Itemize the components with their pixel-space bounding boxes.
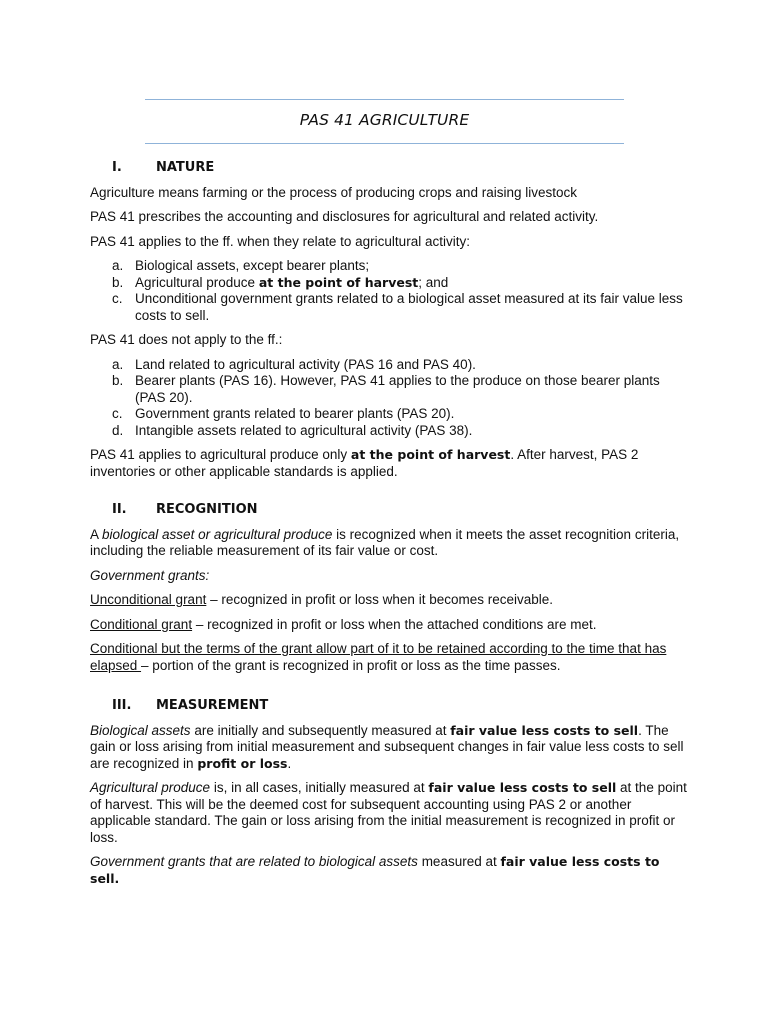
paragraph	[90, 641, 690, 674]
list-item-text: Biological assets, except bearer plants;	[135, 258, 370, 273]
italic-term: Government grants that are related to biological assets	[90, 854, 418, 869]
list-marker: b.	[112, 274, 124, 290]
list-item	[90, 357, 690, 374]
list-marker: a.	[112, 258, 124, 273]
list-item	[90, 406, 690, 423]
paragraph: Agriculture means farming or the process of producing crops and raising livestock	[90, 184, 577, 200]
section-heading-nature	[90, 160, 690, 177]
paragraph	[90, 447, 690, 480]
underlined-term: Conditional grant	[90, 616, 193, 632]
section-title: RECOGNITION	[156, 502, 258, 517]
paragraph-text: at the point of harvest. This will be the deemed cost for subsequent accounting using PAS 2 or another applicable standard. The gain or loss arising from the initial measurement is recognized in profit or loss.	[90, 780, 687, 845]
italic-term: Biological assets	[90, 722, 191, 738]
list-marker: b.	[112, 373, 124, 388]
italic-term: Agricultural produce	[90, 780, 211, 795]
paragraph-text: – recognized in profit or loss when the attached conditions are met.	[192, 616, 597, 632]
list-item	[90, 291, 690, 324]
emphasis-text: at the point of harvest	[350, 447, 511, 462]
underlined-term: Unconditional grant	[90, 592, 207, 607]
paragraph: Government grants:	[90, 567, 210, 583]
paragraph: PAS 41 prescribes the accounting and disclosures for agricultural and related activity.	[90, 209, 599, 224]
not-applies-list	[90, 357, 690, 440]
list-item	[90, 373, 690, 406]
paragraph-text: .	[287, 755, 292, 771]
list-marker: c.	[112, 406, 123, 421]
list-marker: c.	[112, 291, 123, 306]
emphasis-text: at the point of harvest	[258, 274, 419, 290]
paragraph	[90, 527, 690, 560]
document-body	[90, 160, 690, 895]
list-item-text: Bearer plants (PAS 16). However, PAS 41 applies to the produce on those bearer plants (PAS 20).	[135, 373, 660, 405]
list-item-text: Unconditional government grants related to a biological asset measured at its fair value less costs to sell.	[135, 291, 683, 323]
list-item-text: Agricultural produce	[135, 274, 259, 290]
paragraph	[90, 780, 690, 846]
italic-term: biological asset or agricultural produce	[102, 526, 333, 542]
paragraph-text: . After harvest, PAS 2 inventories or other applicable standards is applied.	[90, 447, 639, 479]
emphasis-text: fair value less costs to sell	[428, 780, 617, 795]
paragraph-text: is recognized when it meets the asset recognition criteria, including the reliable measurement of its fair value or cost.	[90, 526, 680, 558]
paragraph	[90, 723, 690, 773]
paragraph: PAS 41 applies to the ff. when they relate to agricultural activity:	[90, 233, 470, 249]
title-bottom-rule	[145, 143, 624, 144]
paragraph	[90, 592, 690, 609]
list-marker: a.	[112, 356, 124, 372]
section-title: MEASUREMENT	[156, 698, 269, 713]
list-item	[90, 258, 690, 275]
paragraph: PAS 41 does not apply to the ff.:	[90, 332, 283, 347]
paragraph-text: . The gain or loss arising from initial measurement and subsequent changes in fair value less costs to sell are recognized in	[90, 722, 684, 771]
paragraph-text: – recognized in profit or loss when it becomes receivable.	[206, 592, 554, 607]
paragraph	[90, 854, 690, 887]
section-number: II.	[112, 502, 127, 517]
list-item-text: ; and	[418, 274, 449, 290]
paragraph-text: PAS 41 applies to agricultural produce only	[90, 447, 351, 462]
paragraph-text: measured at	[417, 854, 501, 869]
paragraph-text: – portion of the grant is recognized in profit or loss as the time passes.	[141, 657, 561, 673]
document-title: PAS 41 AGRICULTURE	[299, 111, 470, 129]
section-spacer	[90, 682, 690, 698]
section-title: NATURE	[156, 160, 215, 175]
paragraph-text: is, in all cases, initially measured at	[210, 780, 429, 795]
paragraph-text: are initially and subsequently measured at	[190, 722, 451, 738]
emphasis-text: fair value less costs to sell.	[90, 854, 660, 886]
underlined-term: Conditional but the terms of the grant allow part of it to be retained according to the time that has elapsed	[90, 641, 667, 673]
section-number: I.	[112, 160, 122, 175]
emphasis-text: fair value less costs to sell	[450, 722, 639, 738]
title-top-rule	[145, 99, 624, 100]
list-item-text: Government grants related to bearer plants (PAS 20).	[135, 406, 455, 421]
list-item	[90, 423, 690, 440]
paragraph-text: A	[90, 526, 103, 542]
list-item-text: Land related to agricultural activity (PAS 16 and PAS 40).	[135, 356, 476, 372]
paragraph	[90, 617, 690, 634]
section-heading-recognition	[90, 502, 690, 519]
emphasis-text: profit or loss	[197, 755, 288, 771]
section-spacer	[90, 488, 690, 502]
list-item	[90, 275, 690, 292]
applies-list	[90, 258, 690, 324]
section-heading-measurement	[90, 698, 690, 715]
list-marker: d.	[112, 422, 124, 438]
list-item-text: Intangible assets related to agricultural activity (PAS 38).	[135, 422, 473, 438]
section-number: III.	[112, 698, 132, 713]
